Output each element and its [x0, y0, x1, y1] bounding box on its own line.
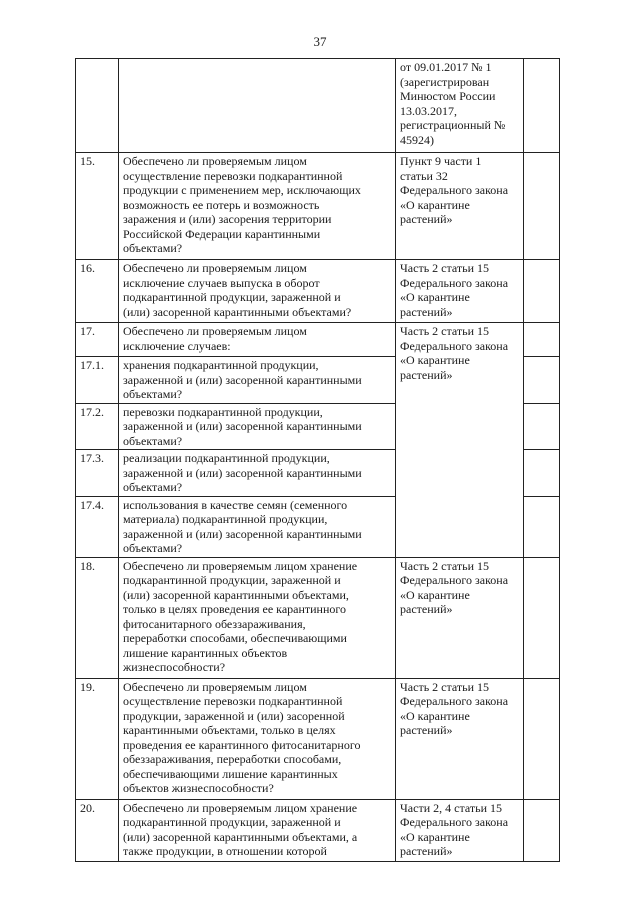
law-reference: от 09.01.2017 № 1 (зарегистрирован Минюстом России 13.03.2017, регистрационный № 45924) [396, 59, 524, 153]
row-number: 18. [76, 557, 119, 678]
law-reference: Часть 2 статьи 15 Федерального закона «О карантине растений» [396, 260, 524, 323]
table-row [76, 153, 560, 260]
answer-cell[interactable] [524, 678, 560, 799]
law-reference: Пункт 9 части 1 статьи 32 Федерального закона «О карантине растений» [396, 153, 524, 260]
answer-cell[interactable] [524, 450, 560, 497]
table-row [76, 799, 560, 861]
table-row [76, 260, 560, 323]
question-text: Обеспечено ли проверяемым лицом осуществление перевозки подкарантинной продукции с применением мер, исключающих возможность ее потерь и возможность заражения и (или) засорения территории Российской Федерации карантинными объектами? [119, 153, 396, 260]
answer-cell[interactable] [524, 403, 560, 450]
question-text: Обеспечено ли проверяемым лицом хранение подкарантинной продукции, зараженной и (или) засоренной карантинными объектами, только в целях проведения ее карантинного фитосанитарного обеззараживания, переработки способами, обеспечивающими лишение карантинных объектов жизнеспособности? [119, 557, 396, 678]
law-reference: Часть 2 статьи 15 Федерального закона «О карантине растений» [396, 678, 524, 799]
table-row [76, 323, 560, 357]
row-number: 17.3. [76, 450, 119, 497]
answer-cell[interactable] [524, 496, 560, 557]
checklist-table [75, 58, 560, 862]
answer-cell[interactable] [524, 59, 560, 153]
question-text: Обеспечено ли проверяемым лицом осуществление перевозки подкарантинной продукции, зараженной и (или) засоренной карантинными объектами, только в целях проведения ее карантинного фитосанитарного обеззараживания, переработки способами, обеспечивающими лишение карантинных объектов жизнеспособности? [119, 678, 396, 799]
page-number: 37 [313, 34, 327, 49]
question-text: Обеспечено ли проверяемым лицом исключение случаев: [119, 323, 396, 357]
row-number: 19. [76, 678, 119, 799]
question-text: Обеспечено ли проверяемым лицом хранение подкарантинной продукции, зараженной и (или) засоренной карантинными объектами, а также продукции, в отношении которой [119, 799, 396, 861]
row-number: 17.4. [76, 496, 119, 557]
question-text [119, 59, 396, 153]
answer-cell[interactable] [524, 799, 560, 861]
table-row [76, 557, 560, 678]
question-text: хранения подкарантинной продукции, зараженной и (или) засоренной карантинными объектами? [119, 357, 396, 404]
question-text: Обеспечено ли проверяемым лицом исключение случаев выпуска в оборот подкарантинной продукции, зараженной и (или) засоренной карантинными объектами? [119, 260, 396, 323]
law-reference: Часть 2 статьи 15 Федерального закона «О карантине растений» [396, 557, 524, 678]
row-number: 16. [76, 260, 119, 323]
question-text: использования в качестве семян (семенного материала) подкарантинной продукции, зараженной и (или) засоренной карантинными объектами? [119, 496, 396, 557]
row-number: 17.2. [76, 403, 119, 450]
question-text: перевозки подкарантинной продукции, зараженной и (или) засоренной карантинными объектами? [119, 403, 396, 450]
answer-cell[interactable] [524, 323, 560, 357]
question-text: реализации подкарантинной продукции, зараженной и (или) засоренной карантинными объектами? [119, 450, 396, 497]
table-row [76, 678, 560, 799]
row-number: 15. [76, 153, 119, 260]
row-number: 20. [76, 799, 119, 861]
table-row [76, 59, 560, 153]
answer-cell[interactable] [524, 357, 560, 404]
law-reference: Часть 2 статьи 15 Федерального закона «О карантине растений» [396, 323, 524, 558]
answer-cell[interactable] [524, 557, 560, 678]
answer-cell[interactable] [524, 260, 560, 323]
answer-cell[interactable] [524, 153, 560, 260]
row-number: 17. [76, 323, 119, 357]
row-number [76, 59, 119, 153]
law-reference: Части 2, 4 статьи 15 Федерального закона «О карантине растений» [396, 799, 524, 861]
row-number: 17.1. [76, 357, 119, 404]
